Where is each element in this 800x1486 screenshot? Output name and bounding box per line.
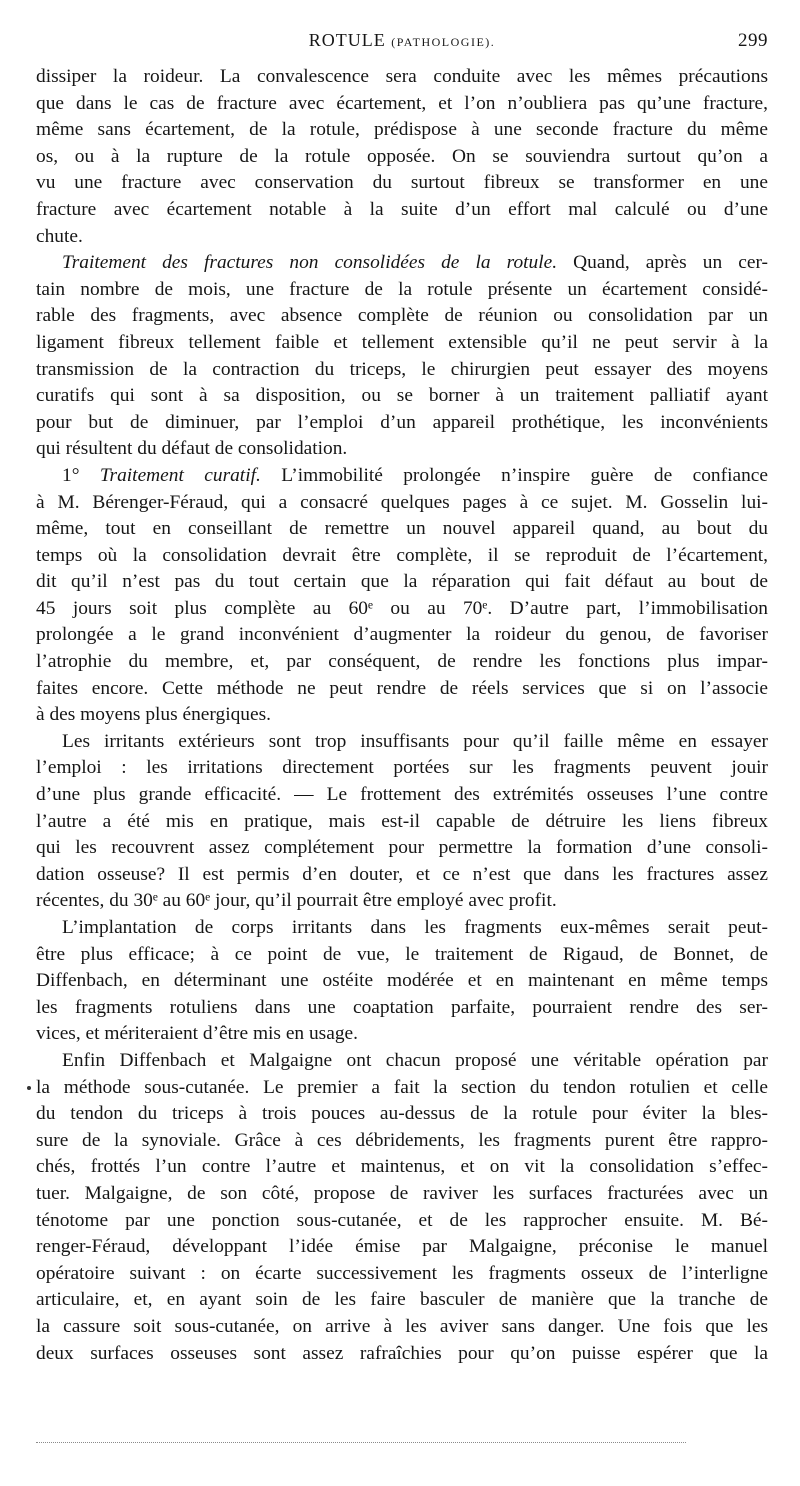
running-header — [36, 30, 768, 56]
text-line: la cassure soit sous-cutanée, on arrive à les aviver sans danger. Une fois que les — [36, 1315, 768, 1337]
text-line: à M. Bérenger-Féraud, qui a consacré quelques pages à ce sujet. M. Gosselin lui- — [36, 491, 768, 513]
text-line: du tendon du triceps à trois pouces au-dessus de la rotule pour éviter la bles- — [36, 1103, 768, 1125]
margin-dot — [27, 1086, 31, 1090]
text-line: temps où la consolidation devrait être complète, il se reproduit de l’écartement, — [36, 544, 768, 566]
text-line: chute. — [36, 225, 83, 247]
text-line: os, ou à la rupture de la rotule opposée. On se souviendra surtout qu’on a — [36, 145, 768, 167]
text-line: même sans écartement, de la rotule, prédispose à une seconde fracture du même — [36, 119, 768, 141]
text-line: Les irritants extérieurs sont trop insuffisants pour qu’il faille même en essayer — [62, 730, 768, 752]
body-text — [36, 64, 768, 1367]
text-line: l’autre a été mis en pratique, mais est-il capable de détruire les liens fibreux — [36, 810, 768, 832]
text-line: deux surfaces osseuses sont assez rafraîchies pour qu’on puisse espérer que la — [36, 1342, 768, 1364]
text-line: tain nombre de mois, une fracture de la rotule présente un écartement considé- — [36, 278, 768, 300]
section-heading: Traitement des fractures non consolidées de la rotule. — [62, 252, 558, 274]
text-line: dit qu’il n’est pas du tout certain que la réparation qui fait défaut au bout de — [36, 571, 768, 593]
text-line: dissiper la roideur. La convalescence sera conduite avec les mêmes précautions — [36, 66, 768, 87]
text-line: que dans le cas de fracture avec écartement, et l’on n’oubliera pas qu’une fracture, — [36, 92, 768, 114]
text-line: qui les recouvrent assez complétement pour permettre la formation d’une consoli- — [36, 837, 768, 859]
text-line: d’une plus grande efficacité. — Le frottement des extrémités osseuses l’une contre — [36, 784, 768, 806]
text-line: être plus efficace; à ce point de vue, le traitement de Rigaud, de Bonnet, de — [36, 943, 768, 965]
subsection-number: 1° — [62, 464, 100, 486]
text-line: récentes, du 30ᵉ au 60ᵉ jour, qu’il pourrait être employé avec profit. — [36, 890, 557, 912]
text-line: transmission de la contraction du triceps, le chirurgien peut essayer des moyens — [36, 358, 768, 380]
text-fragment: L’immobilité prolongée n’inspire guère de confiance — [260, 464, 768, 486]
text-line: qui résultent du défaut de consolidation. — [36, 438, 348, 460]
text-line: vices, et mériteraient d’être mis en usage. — [36, 1023, 358, 1045]
text-line: Diffenbach, en déterminant une ostéite modérée et en maintenant en même temps — [36, 970, 768, 992]
text-line: curatifs qui sont à sa disposition, ou se borner à un traitement palliatif ayant — [36, 385, 768, 407]
text-line: 45 jours soit plus complète au 60ᵉ ou au 70ᵉ. D’autre part, l’immobilisation — [36, 597, 768, 619]
running-title-sub: (PATHOLOGIE). — [391, 35, 496, 49]
text-line: l’emploi : les irritations directement portées sur les fragments peuvent jouir — [36, 757, 768, 779]
page-number: 299 — [738, 30, 768, 51]
text-line: sure de la synoviale. Grâce à ces débridements, les fragments purent être rappro- — [36, 1129, 768, 1151]
text-line: ligament fibreux tellement faible et tellement extensible qu’il ne peut servir à la — [36, 331, 768, 353]
section-heading-line — [36, 250, 768, 277]
subsection-heading: Traitement curatif. — [99, 464, 261, 486]
text-line: l’atrophie du membre, et, par conséquent, de rendre les fonctions plus impar- — [36, 651, 768, 673]
text-line: pour but de diminuer, par l’emploi d’un appareil prothétique, les inconvénients — [36, 411, 768, 433]
text-line: même, tout en conseillant de remettre un nouvel appareil quand, au bout du — [36, 518, 768, 540]
text-line: opératoire suivant : on écarte successivement les fragments osseux de l’interligne — [36, 1262, 768, 1284]
subsection-heading-line — [36, 463, 768, 490]
text-line: renger-Féraud, développant l’idée émise par Malgaigne, préconise le manuel — [36, 1236, 768, 1258]
text-line: prolongée a le grand inconvénient d’augmenter la roideur du genou, de favoriser — [36, 624, 768, 646]
bottom-dotted-rule — [36, 1442, 686, 1443]
text-fragment: Quand, après un cer- — [557, 252, 768, 274]
text-line: rable des fragments, avec absence complète de réunion ou consolidation par un — [36, 305, 768, 327]
text-line: les fragments rotuliens dans une coaptation parfaite, pourraient rendre des ser- — [36, 996, 768, 1018]
text-line: la méthode sous-cutanée. Le premier a fait la section du tendon rotulien et celle — [36, 1076, 768, 1098]
text-line: articulaire, et, en ayant soin de les faire basculer de manière que la tranche de — [36, 1289, 768, 1311]
running-title — [36, 30, 768, 51]
text-line: Enfin Diffenbach et Malgaigne ont chacun proposé une véritable opération par — [62, 1049, 768, 1071]
running-title-main: ROTULE — [308, 30, 386, 50]
text-line: vu une fracture avec conservation du surtout fibreux se transformer en une — [36, 172, 768, 194]
text-line: fracture avec écartement notable à la suite d’un effort mal calculé ou d’une — [36, 198, 768, 220]
text-line: dation osseuse? Il est permis d’en douter, et ce n’est que dans les fractures assez — [36, 863, 768, 885]
text-line: ténotome par une ponction sous-cutanée, et de les rapprocher ensuite. M. Bé- — [36, 1209, 768, 1231]
text-line: chés, frottés l’un contre l’autre et maintenus, et on vit la consolidation s’effec- — [36, 1156, 768, 1178]
text-line: à des moyens plus énergiques. — [36, 704, 271, 726]
text-line: faites encore. Cette méthode ne peut rendre de réels services que si on l’associe — [36, 677, 768, 699]
text-line: tuer. Malgaigne, de son côté, propose de raviver les surfaces fracturées avec un — [36, 1182, 768, 1204]
text-line: L’implantation de corps irritants dans les fragments eux-mêmes serait peut- — [62, 917, 768, 938]
